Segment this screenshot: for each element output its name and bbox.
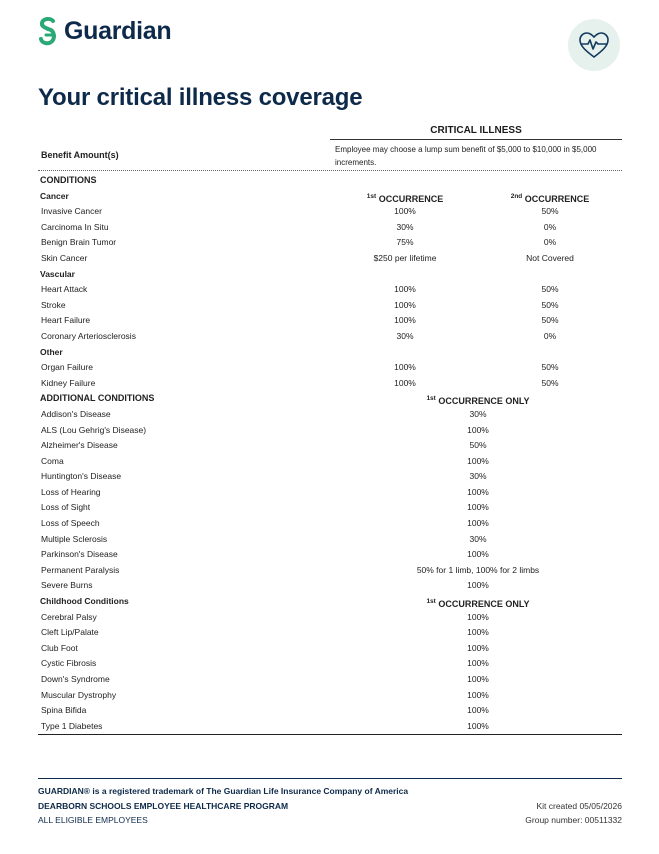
occurrence-label: OCCURRENCE ONLY	[438, 396, 530, 407]
table-section-row	[0, 189, 659, 205]
dotted-rule	[38, 170, 622, 171]
row-label: Parkinson's Disease	[41, 549, 118, 560]
table-row	[0, 578, 659, 594]
occurrence-only-value: 30%	[469, 471, 487, 482]
row-label: Skin Cancer	[41, 252, 88, 263]
row-label: Severe Burns	[41, 580, 93, 591]
table-row	[0, 251, 659, 267]
table-row	[0, 703, 659, 719]
second-occurrence-value: 0%	[543, 330, 557, 341]
occurrence-only-value: 100%	[467, 518, 489, 529]
table-section-row	[0, 391, 659, 407]
table-section-row	[0, 267, 659, 283]
occurrence-only-value: 100%	[467, 611, 489, 622]
row-label: Type 1 Diabetes	[41, 720, 103, 731]
row-label: Loss of Hearing	[41, 486, 101, 497]
occurrence-only-value: 100%	[467, 674, 489, 684]
second-occurrence-value: Not Covered	[526, 252, 574, 263]
program-name: DEARBORN SCHOOLS EMPLOYEE HEALTHCARE PROGRAM	[38, 801, 289, 811]
row-label: Addison's Disease	[41, 408, 111, 419]
table-row	[0, 547, 659, 563]
table-row	[0, 313, 659, 329]
row-label: Permanent Paralysis	[41, 564, 120, 575]
occurrence-only-value: 100%	[467, 705, 489, 716]
second-occurrence-value: 50%	[541, 299, 559, 310]
row-label: Coma	[41, 455, 64, 466]
occurrence-ordinal: 1st	[366, 192, 377, 200]
second-occurrence-value: 50%	[541, 206, 559, 217]
row-label: Spina Bifida	[41, 705, 87, 716]
table-row	[0, 719, 659, 735]
row-label: Multiple Sclerosis	[41, 533, 108, 544]
row-label: Down's Syndrome	[41, 674, 110, 684]
table-row	[0, 407, 659, 423]
table-row	[0, 672, 659, 688]
occurrence-only-value: 100%	[467, 486, 489, 497]
coverage-table	[0, 173, 659, 734]
table-row	[0, 423, 659, 439]
first-occurrence-value: $250 per lifetime	[373, 252, 437, 263]
table-row	[0, 204, 659, 220]
table-row	[0, 282, 659, 298]
occurrence-only-value: 100%	[467, 658, 489, 669]
occurrence-only-value: 100%	[467, 502, 489, 513]
table-row	[0, 610, 659, 626]
table-row	[0, 485, 659, 501]
first-occurrence-value: 100%	[394, 299, 416, 310]
row-label: Heart Failure	[41, 315, 91, 326]
table-row	[0, 360, 659, 376]
first-occurrence-value: 100%	[394, 284, 416, 295]
benefit-amount-description: Employee may choose a lump sum benefit of $5,000 to $10,000 in $5,000 increments.	[335, 145, 597, 167]
row-label: Club Foot	[41, 642, 78, 653]
guardian-g-icon	[38, 16, 57, 46]
table-row	[0, 298, 659, 314]
table-row	[0, 235, 659, 251]
heart-pulse-icon	[578, 31, 610, 59]
row-label: Alzheimer's Disease	[41, 440, 118, 451]
first-occurrence-value: 30%	[396, 221, 414, 232]
table-row	[0, 376, 659, 392]
header-rule	[330, 139, 622, 140]
first-occurrence-value: 100%	[394, 315, 416, 326]
table-row	[0, 625, 659, 641]
occurrence-only-value: 100%	[467, 580, 489, 591]
first-occurrence-value: 100%	[394, 377, 416, 388]
row-label: ADDITIONAL CONDITIONS	[40, 393, 155, 404]
table-bottom-rule	[38, 734, 622, 735]
row-label: Kidney Failure	[41, 377, 96, 388]
table-section-row	[0, 345, 659, 361]
row-label: Cerebral Palsy	[41, 611, 97, 622]
table-row	[0, 563, 659, 579]
kit-created-date: Kit created 05/05/2026	[536, 801, 622, 811]
row-label: Huntington's Disease	[41, 471, 122, 482]
occurrence-only-value: 100%	[467, 424, 489, 435]
table-row	[0, 329, 659, 345]
row-label: Carcinoma In Situ	[41, 221, 109, 232]
trademark-notice: GUARDIAN® is a registered trademark of The Guardian Life Insurance Company of America	[38, 786, 409, 796]
row-label: Stroke	[41, 299, 66, 310]
occurrence-ordinal: 1st	[426, 395, 436, 403]
table-row	[0, 688, 659, 704]
occurrence-only-value: 50%	[469, 440, 487, 451]
row-label: CONDITIONS	[40, 175, 97, 185]
occurrence-only-value: 100%	[467, 720, 489, 731]
row-label: Benign Brain Tumor	[41, 237, 117, 248]
occurrence-only-value: 100%	[467, 455, 489, 466]
second-occurrence-value: 50%	[541, 377, 559, 388]
heart-badge	[568, 19, 620, 71]
group-number: Group number: 00511332	[525, 815, 622, 825]
row-label: Coronary Arteriosclerosis	[41, 330, 136, 341]
occurrence-ordinal: 2nd	[510, 192, 523, 200]
row-label: Loss of Speech	[41, 518, 100, 529]
first-occurrence-value: 75%	[396, 237, 414, 248]
first-occurrence-value: 30%	[396, 330, 414, 341]
occurrence-only-value: 100%	[467, 549, 489, 560]
column-header-critical-illness: CRITICAL ILLNESS	[430, 125, 522, 136]
occurrence-only-value: 30%	[469, 408, 487, 419]
second-occurrence-value: 50%	[541, 284, 559, 295]
table-row	[0, 454, 659, 470]
occurrence-only-value: 50% for 1 limb, 100% for 2 limbs	[416, 564, 540, 575]
second-occurrence-value: 0%	[543, 221, 557, 232]
table-row	[0, 438, 659, 454]
second-occurrence-value: 0%	[543, 237, 557, 248]
first-occurrence-value: 100%	[394, 362, 416, 373]
first-occurrence-value: 100%	[394, 206, 416, 217]
table-row	[0, 641, 659, 657]
row-label: Organ Failure	[41, 362, 93, 373]
audience: ALL ELIGIBLE EMPLOYEES	[38, 815, 148, 825]
second-occurrence-value: 50%	[541, 315, 559, 326]
row-label: Loss of Sight	[41, 502, 91, 513]
occurrence-only-value: 30%	[469, 533, 487, 544]
occurrence-only-value: 100%	[467, 627, 489, 638]
table-row	[0, 532, 659, 548]
row-label: ALS (Lou Gehrig's Disease)	[41, 424, 147, 435]
table-row	[0, 656, 659, 672]
row-label: Invasive Cancer	[41, 206, 102, 217]
occurrence-only-value: 100%	[467, 642, 489, 653]
table-section-row	[0, 173, 659, 189]
row-label: Vascular	[40, 268, 75, 279]
second-occurrence-value: 50%	[541, 362, 559, 373]
guardian-logo	[38, 16, 171, 46]
row-label: Heart Attack	[41, 284, 88, 295]
occurrence-label: OCCURRENCE ONLY	[438, 599, 530, 610]
brand-name: Guardian	[64, 16, 172, 45]
occurrence-label: OCCURRENCE	[378, 193, 444, 204]
row-label: Muscular Dystrophy	[41, 689, 117, 700]
footer-rule	[38, 778, 622, 779]
occurrence-label: OCCURRENCE	[524, 193, 590, 204]
table-row	[0, 220, 659, 236]
occurrence-only-value: 100%	[467, 689, 489, 700]
table-section-row	[0, 594, 659, 610]
table-row	[0, 469, 659, 485]
occurrence-ordinal: 1st	[426, 598, 436, 606]
table-row	[0, 516, 659, 532]
row-label: Cleft Lip/Palate	[41, 627, 99, 638]
row-label: Childhood Conditions	[40, 596, 129, 607]
row-label: Cancer	[40, 190, 69, 201]
page-title: Your critical illness coverage	[38, 84, 363, 111]
row-label: Cystic Fibrosis	[41, 658, 97, 669]
benefit-amount-label: Benefit Amount(s)	[41, 150, 119, 160]
table-row	[0, 500, 659, 516]
row-label: Other	[40, 346, 63, 357]
